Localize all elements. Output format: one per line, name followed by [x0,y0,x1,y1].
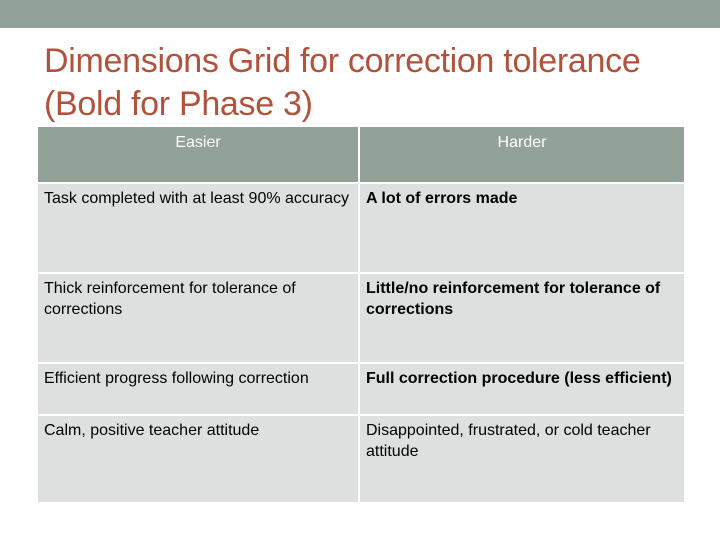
cell-easier: Calm, positive teacher attitude [37,415,359,503]
cell-harder: Full correction procedure (less efficient) [359,363,685,415]
slide-title: Dimensions Grid for correction tolerance (Bold for Phase 3) [44,42,641,123]
cell-harder: A lot of errors made [359,183,685,273]
cell-easier: Efficient progress following correction [37,363,359,415]
table-row [37,273,685,363]
header-easier: Easier [37,126,359,183]
table-row [37,363,685,415]
cell-harder: Disappointed, frustrated, or cold teacher attitude [359,415,685,503]
cell-easier: Task completed with at least 90% accuracy [37,183,359,273]
top-accent-bar [0,0,720,28]
dimensions-grid-table [36,125,686,504]
table-header-row [37,126,685,183]
table-row [37,183,685,273]
cell-harder: Little/no reinforcement for tolerance of corrections [359,273,685,363]
header-harder: Harder [359,126,685,183]
table-row [37,415,685,503]
cell-easier: Thick reinforcement for tolerance of corrections [37,273,359,363]
